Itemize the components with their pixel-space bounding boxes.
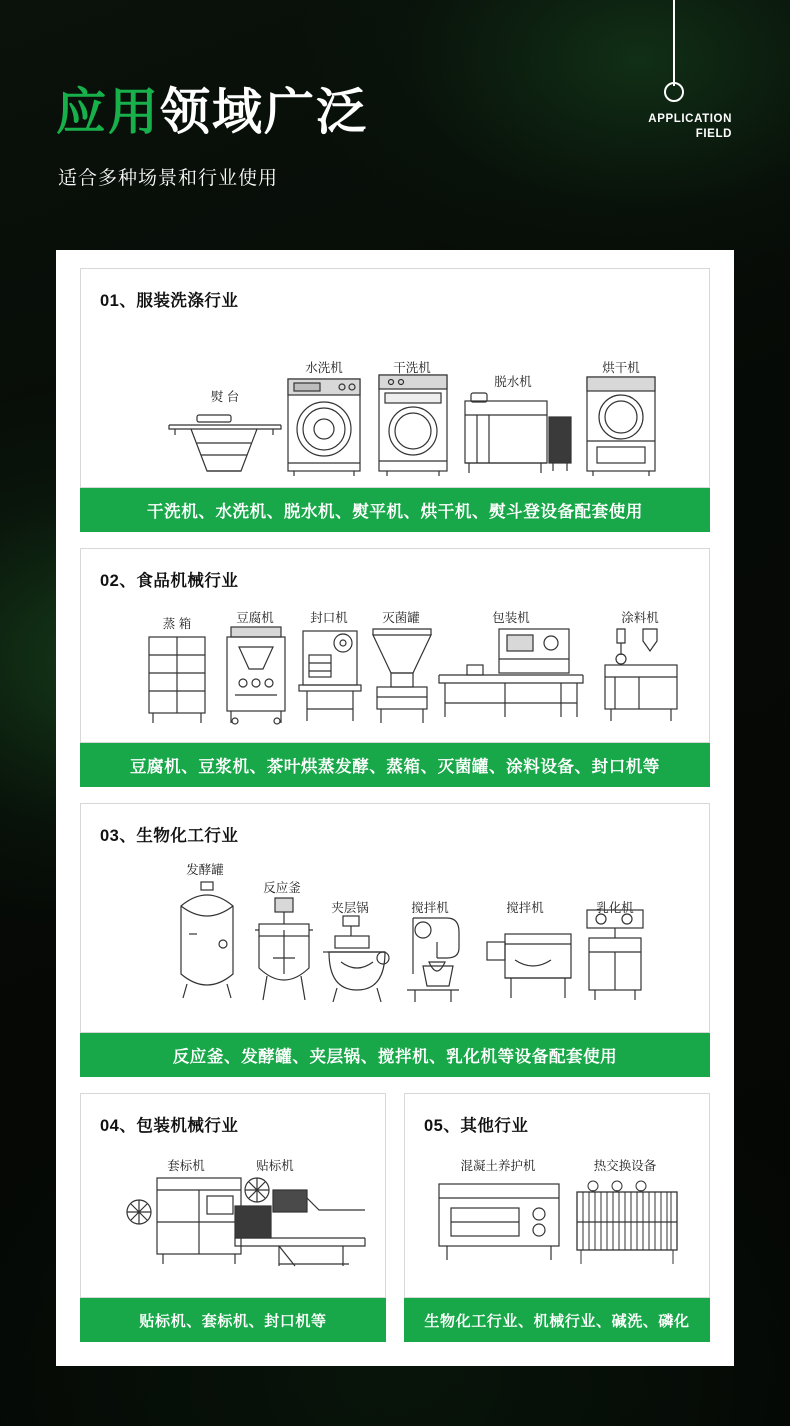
tofu-machine-illustration	[223, 625, 289, 725]
card-title: 04、包装机械行业	[100, 1117, 239, 1135]
heat-exchanger-illustration	[571, 1178, 683, 1266]
machine-label: 涂料机	[621, 611, 659, 625]
marker-line	[673, 0, 675, 86]
ironing-table-illustration	[167, 409, 287, 477]
machine-label: 水洗机	[305, 361, 343, 375]
card-biochemical	[80, 803, 710, 1033]
emulsifier-illustration	[583, 908, 647, 1002]
header-english-label	[612, 112, 732, 142]
sterilization-tank-illustration	[367, 625, 437, 725]
card-title: 01、服装洗涤行业	[100, 292, 239, 310]
machine-label: 熨 台	[210, 390, 240, 404]
jacketed-kettle-illustration	[321, 914, 393, 1004]
machine-label: 干洗机	[393, 361, 431, 375]
header-en-line1: APPLICATION	[648, 113, 732, 125]
concrete-curing-machine-illustration	[435, 1180, 563, 1264]
machine-label: 套标机	[167, 1159, 205, 1173]
machine-label: 乳化机	[596, 901, 634, 915]
steam-cabinet-illustration	[145, 635, 209, 725]
header-en-line2: FIELD	[695, 128, 732, 140]
card-other-industries	[404, 1093, 710, 1298]
card-title: 03、生物化工行业	[100, 827, 239, 845]
card-title: 02、食品机械行业	[100, 572, 239, 590]
fermentation-tank-illustration	[175, 880, 239, 1000]
card-packaging-machinery	[80, 1093, 386, 1298]
washing-machine-illustration	[286, 377, 362, 477]
machine-label: 贴标机	[256, 1159, 294, 1173]
machine-label: 蒸 箱	[162, 617, 192, 631]
cards-container	[80, 268, 710, 1348]
header-marker	[612, 0, 732, 150]
marker-dot-icon	[664, 82, 684, 102]
card-food-machinery	[80, 548, 710, 743]
page-title-accent: 应用	[56, 84, 160, 140]
planetary-mixer-illustration	[403, 914, 465, 1004]
machine-label: 包装机	[492, 611, 530, 625]
machine-label: 豆腐机	[236, 611, 274, 625]
reactor-kettle-illustration	[253, 896, 315, 1002]
card-banner: 贴标机、套标机、封口机等	[80, 1298, 386, 1342]
page-header	[0, 0, 790, 240]
machine-label: 灭菌罐	[382, 611, 420, 625]
page-title	[56, 72, 368, 144]
machine-label: 夹层锅	[331, 901, 369, 915]
machine-label: 搅拌机	[506, 901, 544, 915]
card-banner: 豆腐机、豆浆机、茶叶烘蒸发酵、蒸箱、灭菌罐、涂料设备、封口机等	[80, 743, 710, 787]
card-banner: 反应釜、发酵罐、夹层锅、搅拌机、乳化机等设备配套使用	[80, 1033, 710, 1077]
machine-label: 混凝土养护机	[460, 1159, 536, 1173]
machine-label: 脱水机	[494, 375, 532, 389]
page-subtitle: 适合多种场景和行业使用	[58, 168, 279, 189]
horizontal-mixer-illustration	[485, 914, 581, 1000]
sealing-machine-illustration	[297, 625, 363, 725]
labeling-machine-illustration	[233, 1176, 367, 1268]
page-title-rest: 领域广泛	[160, 84, 368, 140]
card-apparel-washing	[80, 268, 710, 488]
tumble-dryer-illustration	[585, 375, 657, 477]
machine-label: 发酵罐	[186, 863, 224, 877]
dehydrator-illustration	[463, 391, 575, 477]
coating-machine-illustration	[599, 625, 683, 725]
sleeve-labeling-machine-illustration	[123, 1176, 245, 1266]
card-title: 05、其他行业	[424, 1117, 529, 1135]
content-panel	[56, 250, 734, 1366]
machine-label: 封口机	[310, 611, 348, 625]
dry-cleaning-machine-illustration	[377, 373, 449, 477]
machine-label: 搅拌机	[411, 901, 449, 915]
packing-machine-illustration	[437, 625, 585, 725]
card-banner: 生物化工行业、机械行业、碱洗、磷化	[404, 1298, 710, 1342]
machine-label: 烘干机	[602, 361, 640, 375]
card-banner: 干洗机、水洗机、脱水机、熨平机、烘干机、熨斗登设备配套使用	[80, 488, 710, 532]
machine-label: 热交换设备	[593, 1159, 657, 1173]
machine-label: 反应釜	[263, 881, 301, 895]
